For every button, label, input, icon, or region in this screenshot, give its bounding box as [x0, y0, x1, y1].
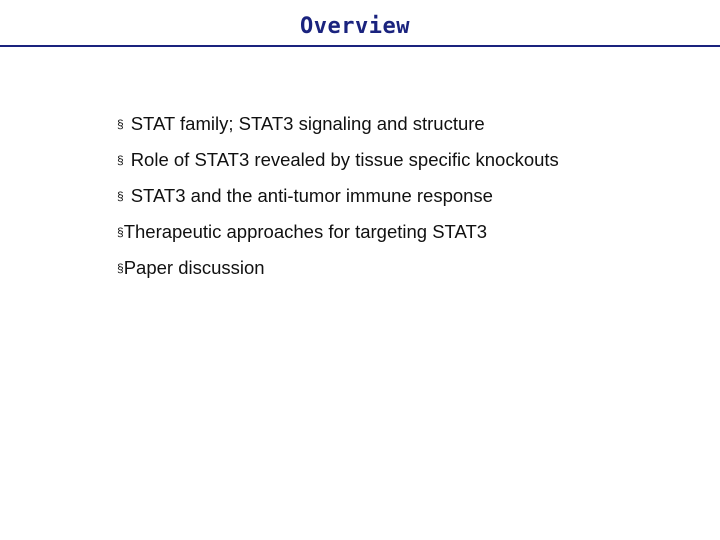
bullet-text: STAT3 and the anti-tumor immune response [130, 185, 493, 206]
slide-title: Overview [300, 14, 410, 39]
bullet-marker-icon: § [117, 117, 124, 131]
bullet-item [117, 256, 559, 292]
bullet-item [117, 184, 559, 220]
bullet-text: Paper discussion [123, 257, 265, 278]
bullet-text: Therapeutic approaches for targeting STAT3 [123, 221, 488, 242]
bullet-text: STAT family; STAT3 signaling and structure [130, 113, 485, 134]
title-underline [0, 45, 720, 47]
bullet-text: Role of STAT3 revealed by tissue specific knockouts [130, 149, 559, 170]
bullet-item [117, 112, 559, 148]
bullet-list [117, 112, 559, 292]
bullet-marker-icon: § [117, 153, 124, 167]
bullet-item [117, 148, 559, 184]
bullet-marker-icon: § [117, 225, 124, 239]
bullet-marker-icon: § [117, 189, 124, 203]
bullet-marker-icon: § [117, 261, 124, 275]
bullet-item [117, 220, 559, 256]
